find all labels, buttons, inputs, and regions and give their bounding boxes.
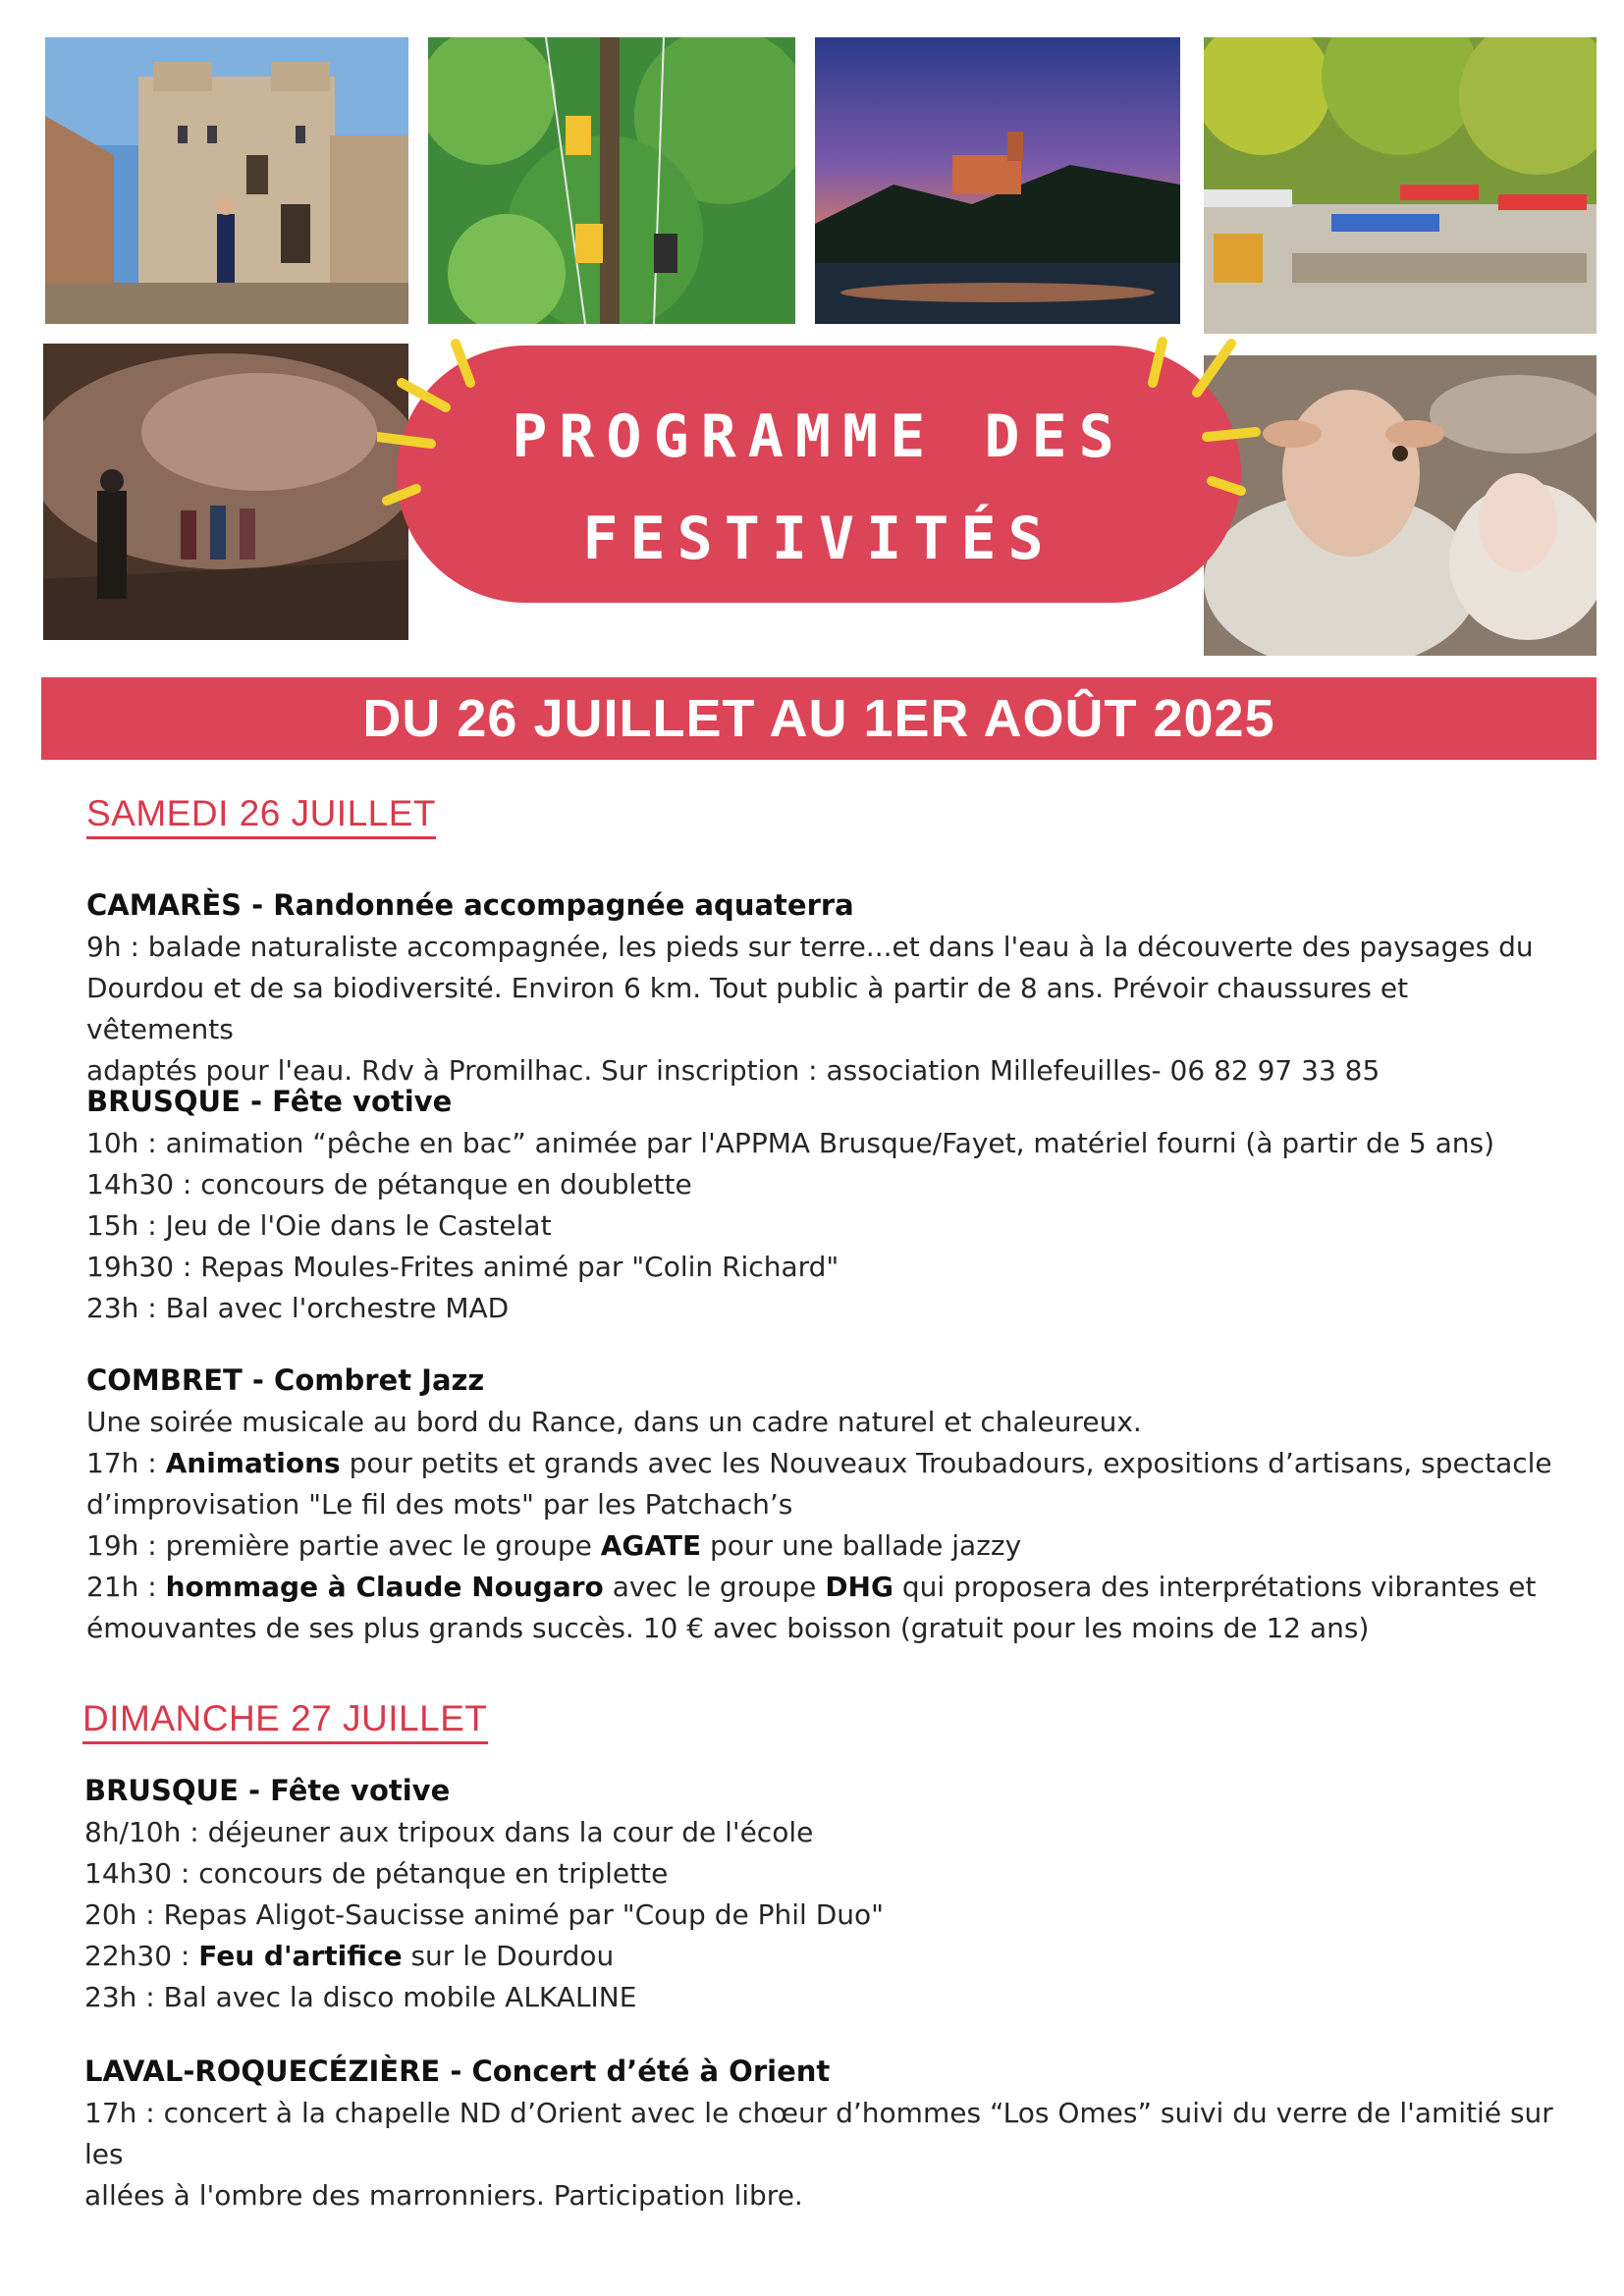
event-text: 21h : bbox=[86, 1571, 166, 1603]
event-line: 17h : concert à la chapelle ND d’Orient avec le chœur d’hommes “Los Omes” suivi du verre de l'amitié sur les bbox=[84, 2097, 1553, 2170]
title-line-2: FESTIVITÉS bbox=[582, 505, 1056, 573]
event-line: 15h : Jeu de l'Oie dans le Castelat bbox=[86, 1209, 552, 1242]
event-brusque-saturday bbox=[86, 1080, 1559, 1329]
event-text: avec le groupe bbox=[603, 1571, 826, 1603]
event-line: 14h30 : concours de pétanque en triplette bbox=[84, 1857, 669, 1890]
event-line: adaptés pour l'eau. Rdv à Promilhac. Sur inscription : association Millefeuilles- 06 82 97 33 85 bbox=[86, 1054, 1380, 1087]
event-title: BRUSQUE - Fête votive bbox=[84, 1774, 451, 1807]
event-line: 19h30 : Repas Moules-Frites animé par "Colin Richard" bbox=[86, 1251, 839, 1283]
event-highlight: Feu d'artifice bbox=[198, 1940, 403, 1972]
event-highlight: DHG bbox=[825, 1571, 893, 1603]
tree-climbing-photo bbox=[428, 37, 795, 324]
event-title: BRUSQUE - Fête votive bbox=[86, 1085, 453, 1118]
event-line: Une soirée musicale au bord du Rance, dans un cadre naturel et chaleureux. bbox=[86, 1406, 1142, 1438]
event-line: 23h : Bal avec la disco mobile ALKALINE bbox=[84, 1981, 637, 2013]
event-brusque-sunday bbox=[84, 1769, 1557, 2018]
title-badge bbox=[377, 324, 1261, 618]
event-line: 20h : Repas Aligot-Saucisse animé par "Coup de Phil Duo" bbox=[84, 1898, 885, 1931]
event-laval-roquecezière bbox=[84, 2050, 1557, 2216]
event-camares bbox=[86, 883, 1559, 1092]
event-highlight: Animations bbox=[165, 1447, 341, 1479]
event-line: 10h : animation “pêche en bac” animée par l'APPMA Brusque/Fayet, matériel fourni (à partir de 5 ans) bbox=[86, 1127, 1495, 1159]
event-title: COMBRET - Combret Jazz bbox=[86, 1363, 485, 1397]
date-range-banner: DU 26 JUILLET AU 1ER AOÛT 2025 bbox=[41, 677, 1597, 760]
day-heading-saturday: SAMEDI 26 JUILLET bbox=[86, 793, 436, 839]
event-text: qui proposera des interprétations vibrantes et bbox=[893, 1571, 1537, 1603]
day-heading-sunday: DIMANCHE 27 JUILLET bbox=[82, 1698, 488, 1744]
event-line: d’improvisation "Le fil des mots" par les Patchach’s bbox=[86, 1488, 793, 1521]
event-line bbox=[86, 1443, 1559, 1484]
event-title: CAMARÈS - Randonnée accompagnée aquaterra bbox=[86, 888, 854, 922]
event-text: 17h : bbox=[86, 1447, 166, 1479]
event-line: émouvantes de ses plus grands succès. 10 € avec boisson (gratuit pour les moins de 12 ans) bbox=[86, 1612, 1370, 1644]
event-line bbox=[86, 1567, 1559, 1608]
event-text: 22h30 : bbox=[84, 1940, 199, 1972]
event-text: pour petits et grands avec les Nouveaux Troubadours, expositions d’artisans, spectacle bbox=[340, 1447, 1552, 1479]
event-highlight: AGATE bbox=[600, 1529, 702, 1562]
event-highlight: hommage à Claude Nougaro bbox=[165, 1571, 604, 1603]
village-dusk-photo bbox=[815, 37, 1180, 324]
sheep-photo bbox=[1204, 355, 1597, 656]
event-line: Dourdou et de sa biodiversité. Environ 6 km. Tout public à partir de 8 ans. Prévoir chaussures et vêtements bbox=[86, 972, 1409, 1045]
title-line-1: PROGRAMME DES bbox=[512, 402, 1126, 471]
castle-photo bbox=[45, 37, 408, 324]
event-combret-jazz bbox=[86, 1359, 1559, 1649]
event-line: 8h/10h : déjeuner aux tripoux dans la cour de l'école bbox=[84, 1816, 814, 1848]
event-line: 14h30 : concours de pétanque en doublette bbox=[86, 1168, 692, 1201]
market-photo bbox=[1204, 37, 1597, 334]
event-line: 23h : Bal avec l'orchestre MAD bbox=[86, 1292, 510, 1324]
cave-photo bbox=[43, 344, 408, 640]
event-text: pour une ballade jazzy bbox=[701, 1529, 1022, 1562]
event-text: sur le Dourdou bbox=[402, 1940, 615, 1972]
event-line bbox=[86, 1525, 1559, 1567]
event-line: allées à l'ombre des marronniers. Participation libre. bbox=[84, 2179, 803, 2212]
event-line: 9h : balade naturaliste accompagnée, les pieds sur terre...et dans l'eau à la découverte des paysages du bbox=[86, 931, 1534, 963]
event-line bbox=[84, 1936, 1557, 1977]
event-text: 19h : première partie avec le groupe bbox=[86, 1529, 601, 1562]
event-title: LAVAL-ROQUECÉZIÈRE - Concert d’été à Orient bbox=[84, 2055, 831, 2088]
